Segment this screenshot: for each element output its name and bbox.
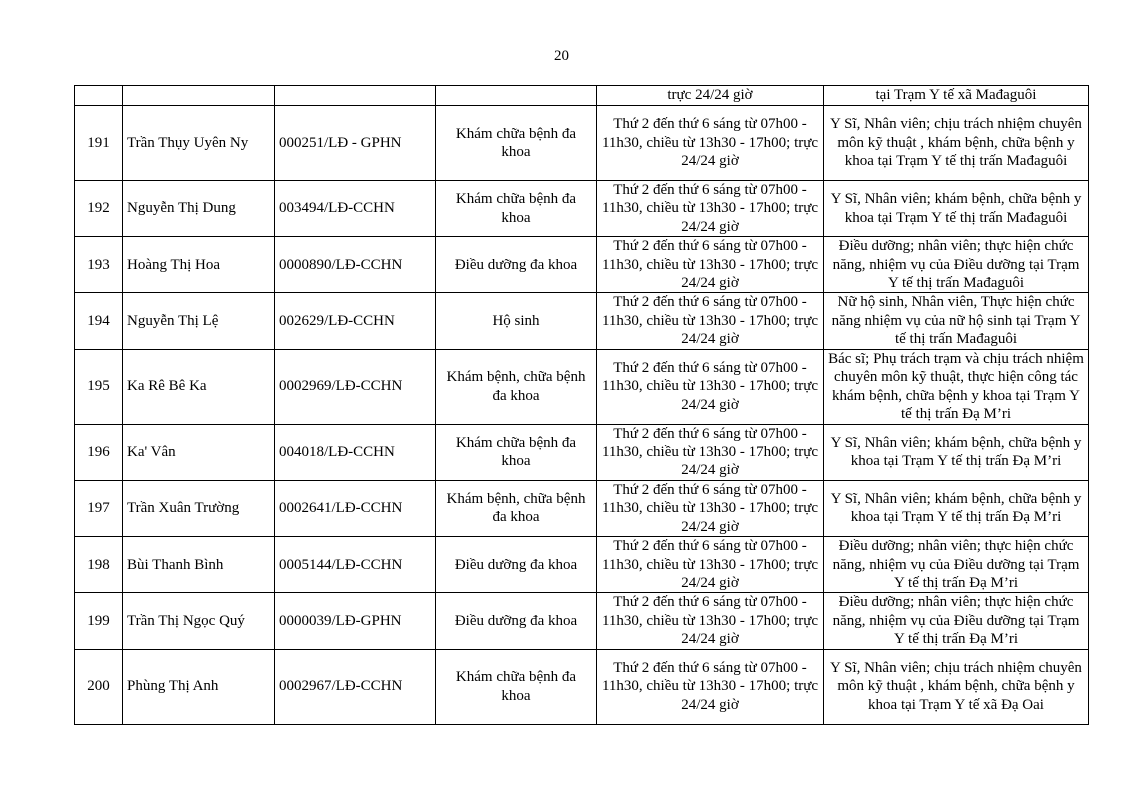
position-cell: Y Sĩ, Nhân viên; khám bệnh, chữa bệnh y khoa tại Trạm Y tế thị trấn Đạ M’ri: [824, 424, 1089, 480]
scope-cell: Khám chữa bệnh đa khoa: [436, 106, 597, 181]
stt-cell: 200: [75, 649, 123, 724]
name-cell: Trần Xuân Trường: [123, 480, 275, 536]
table-row: [75, 349, 1089, 424]
table-row: [75, 480, 1089, 536]
position-cell: Y Sĩ, Nhân viên; khám bệnh, chữa bệnh y khoa tại Trạm Y tế thị trấn Đạ M’ri: [824, 480, 1089, 536]
stt-cell: 191: [75, 106, 123, 181]
stt-cell: 194: [75, 293, 123, 349]
certificate-cell: 000251/LĐ - GPHN: [275, 106, 436, 181]
stt-cell: 192: [75, 181, 123, 237]
time-cell: Thứ 2 đến thứ 6 sáng từ 07h00 - 11h30, chiều từ 13h30 - 17h00; trực 24/24 giờ: [597, 480, 824, 536]
position-cell: Nữ hộ sinh, Nhân viên, Thực hiện chức năng nhiệm vụ của nữ hộ sinh tại Trạm Y tế thị trấn Mađaguôi: [824, 293, 1089, 349]
time-cell: Thứ 2 đến thứ 6 sáng từ 07h00 - 11h30, chiều từ 13h30 - 17h00; trực 24/24 giờ: [597, 106, 824, 181]
scope-cell: Khám chữa bệnh đa khoa: [436, 424, 597, 480]
time-cell: Thứ 2 đến thứ 6 sáng từ 07h00 - 11h30, chiều từ 13h30 - 17h00; trực 24/24 giờ: [597, 649, 824, 724]
time-cell: Thứ 2 đến thứ 6 sáng từ 07h00 - 11h30, chiều từ 13h30 - 17h00; trực 24/24 giờ: [597, 293, 824, 349]
scope-cell: Điều dưỡng đa khoa: [436, 537, 597, 593]
time-cell: trực 24/24 giờ: [597, 86, 824, 106]
certificate-cell: 004018/LĐ-CCHN: [275, 424, 436, 480]
position-cell: Điều dưỡng; nhân viên; thực hiện chức năng, nhiệm vụ của Điều dưỡng tại Trạm Y tế thị trấn Đạ M’ri: [824, 537, 1089, 593]
time-cell: Thứ 2 đến thứ 6 sáng từ 07h00 - 11h30, chiều từ 13h30 - 17h00; trực 24/24 giờ: [597, 349, 824, 424]
time-cell: Thứ 2 đến thứ 6 sáng từ 07h00 - 11h30, chiều từ 13h30 - 17h00; trực 24/24 giờ: [597, 181, 824, 237]
scope-cell: Khám chữa bệnh đa khoa: [436, 649, 597, 724]
name-cell: Phùng Thị Anh: [123, 649, 275, 724]
table-row: [75, 237, 1089, 293]
table-row: [75, 537, 1089, 593]
time-cell: Thứ 2 đến thứ 6 sáng từ 07h00 - 11h30, chiều từ 13h30 - 17h00; trực 24/24 giờ: [597, 537, 824, 593]
stt-cell: 195: [75, 349, 123, 424]
name-cell: Trần Thụy Uyên Ny: [123, 106, 275, 181]
certificate-cell: 0005144/LĐ-CCHN: [275, 537, 436, 593]
stt-cell: 199: [75, 593, 123, 649]
time-cell: Thứ 2 đến thứ 6 sáng từ 07h00 - 11h30, chiều từ 13h30 - 17h00; trực 24/24 giờ: [597, 424, 824, 480]
table-row-continuation: [75, 86, 1089, 106]
staff-table: [74, 85, 1089, 725]
certificate-cell: 0000890/LĐ-CCHN: [275, 237, 436, 293]
table-row: [75, 593, 1089, 649]
certificate-cell: 002629/LĐ-CCHN: [275, 293, 436, 349]
table-row: [75, 106, 1089, 181]
page-number: 20: [554, 48, 569, 64]
name-cell: Hoàng Thị Hoa: [123, 237, 275, 293]
position-cell: Điều dưỡng; nhân viên; thực hiện chức năng, nhiệm vụ của Điều dưỡng tại Trạm Y tế thị trấn Đạ M’ri: [824, 593, 1089, 649]
certificate-cell: [275, 86, 436, 106]
certificate-cell: 003494/LĐ-CCHN: [275, 181, 436, 237]
table-row: [75, 424, 1089, 480]
stt-cell: 193: [75, 237, 123, 293]
scope-cell: Điều dưỡng đa khoa: [436, 237, 597, 293]
scope-cell: Khám bệnh, chữa bệnh đa khoa: [436, 349, 597, 424]
scope-cell: [436, 86, 597, 106]
scope-cell: Hộ sinh: [436, 293, 597, 349]
position-cell: Y Sĩ, Nhân viên; khám bệnh, chữa bệnh y khoa tại Trạm Y tế thị trấn Mađaguôi: [824, 181, 1089, 237]
time-cell: Thứ 2 đến thứ 6 sáng từ 07h00 - 11h30, chiều từ 13h30 - 17h00; trực 24/24 giờ: [597, 593, 824, 649]
stt-cell: 196: [75, 424, 123, 480]
stt-cell: 198: [75, 537, 123, 593]
position-cell: Y Sĩ, Nhân viên; chịu trách nhiệm chuyên môn kỹ thuật , khám bệnh, chữa bệnh y khoa tại Trạm Y tế xã Đạ Oai: [824, 649, 1089, 724]
time-cell: Thứ 2 đến thứ 6 sáng từ 07h00 - 11h30, chiều từ 13h30 - 17h00; trực 24/24 giờ: [597, 237, 824, 293]
certificate-cell: 0000039/LĐ-GPHN: [275, 593, 436, 649]
stt-cell: 197: [75, 480, 123, 536]
scope-cell: Khám chữa bệnh đa khoa: [436, 181, 597, 237]
position-cell: tại Trạm Y tế xã Mađaguôi: [824, 86, 1089, 106]
name-cell: Trần Thị Ngọc Quý: [123, 593, 275, 649]
scope-cell: Khám bệnh, chữa bệnh đa khoa: [436, 480, 597, 536]
name-cell: [123, 86, 275, 106]
certificate-cell: 0002969/LĐ-CCHN: [275, 349, 436, 424]
name-cell: Bùi Thanh Bình: [123, 537, 275, 593]
stt-cell: [75, 86, 123, 106]
table-row: [75, 181, 1089, 237]
certificate-cell: 0002641/LĐ-CCHN: [275, 480, 436, 536]
table-row: [75, 293, 1089, 349]
name-cell: Nguyễn Thị Lệ: [123, 293, 275, 349]
name-cell: Ka' Vân: [123, 424, 275, 480]
scope-cell: Điều dưỡng đa khoa: [436, 593, 597, 649]
table-row: [75, 649, 1089, 724]
position-cell: Điều dưỡng; nhân viên; thực hiện chức năng, nhiệm vụ của Điều dưỡng tại Trạm Y tế thị trấn Mađaguôi: [824, 237, 1089, 293]
position-cell: Bác sĩ; Phụ trách trạm và chịu trách nhiệm chuyên môn kỹ thuật, thực hiện công tác khám bệnh, chữa bệnh y khoa tại Trạm Y tế thị trấn Đạ M’ri: [824, 349, 1089, 424]
name-cell: Ka Rê Bê Ka: [123, 349, 275, 424]
position-cell: Y Sĩ, Nhân viên; chịu trách nhiệm chuyên môn kỹ thuật , khám bệnh, chữa bệnh y khoa tại Trạm Y tế thị trấn Mađaguôi: [824, 106, 1089, 181]
certificate-cell: 0002967/LĐ-CCHN: [275, 649, 436, 724]
name-cell: Nguyễn Thị Dung: [123, 181, 275, 237]
